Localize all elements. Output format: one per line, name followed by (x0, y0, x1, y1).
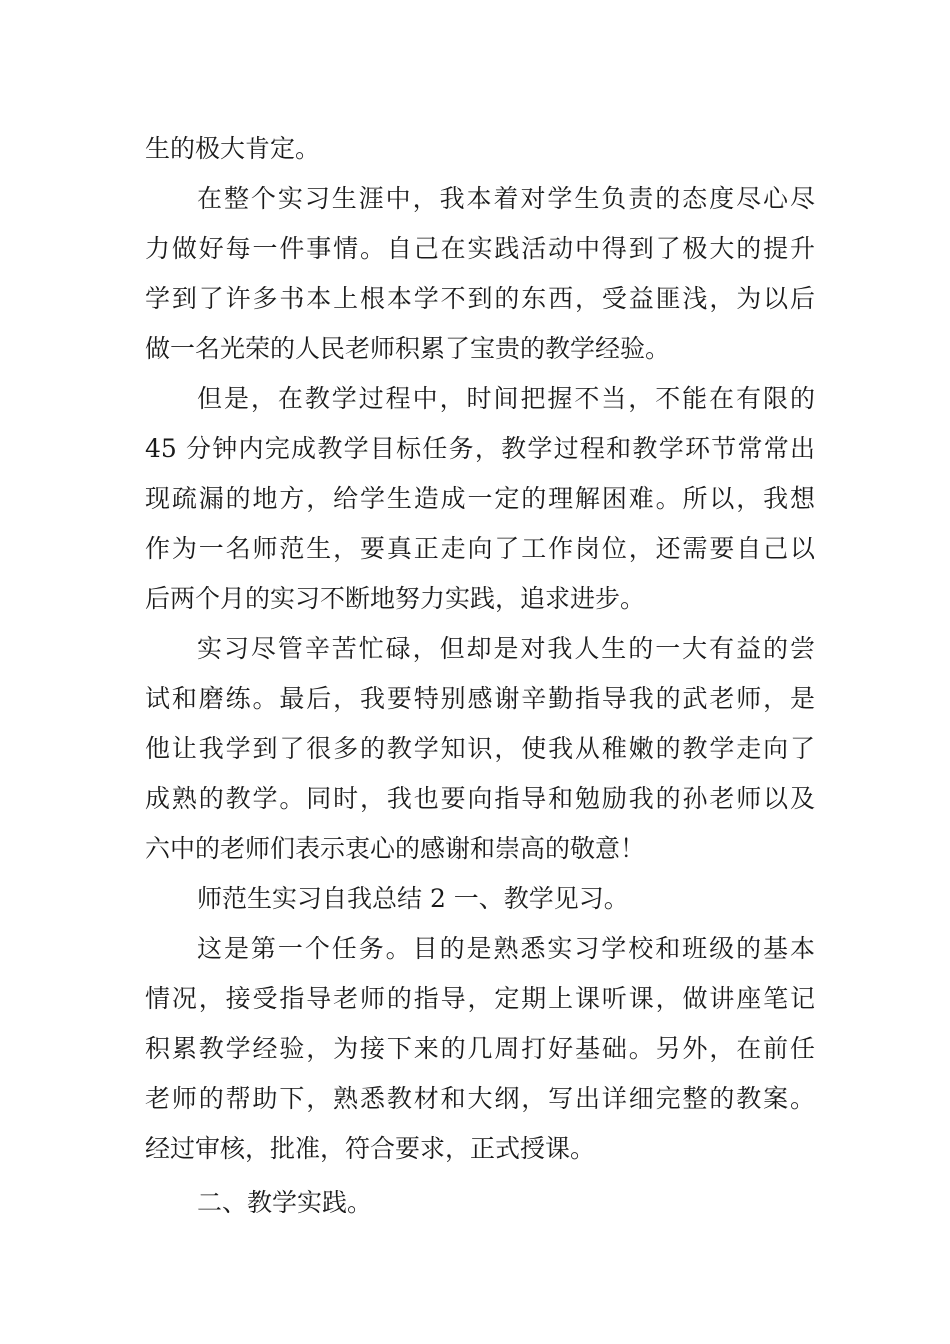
text-line: 学到了许多书本上根本学不到的东西，受益匪浅，为以后 (145, 284, 815, 313)
paragraph-first-line: 但是，在教学过程中，时间把握不当，不能在有限的 (197, 384, 815, 413)
text-line: 成熟的教学。同时，我也要向指导和勉励我的孙老师以及 (145, 784, 815, 813)
text-line: 试和磨练。最后，我要特别感谢辛勤指导我的武老师，是 (145, 684, 815, 713)
section-heading: 二、教学实践。 (197, 1188, 373, 1217)
text-line: 力做好每一件事情。自己在实践活动中得到了极大的提升 (145, 234, 815, 263)
text-line: 后两个月的实习不断地努力实践，追求进步。 (145, 584, 646, 613)
text-line: 情况，接受指导老师的指导，定期上课听课，做讲座笔记 (145, 984, 815, 1013)
text-line: 六中的老师们表示衷心的感谢和崇高的敬意！ (145, 834, 646, 863)
paragraph-first-line: 这是第一个任务。目的是熟悉实习学校和班级的基本 (197, 934, 815, 963)
text-line: 作为一名师范生，要真正走向了工作岗位，还需要自己以 (145, 534, 815, 563)
text-line: 他让我学到了很多的教学知识，使我从稚嫩的教学走向了 (145, 734, 815, 763)
text-line: 经过审核，批准，符合要求，正式授课。 (145, 1134, 596, 1163)
text-line: 积累教学经验，为接下来的几周打好基础。另外，在前任 (145, 1034, 815, 1063)
text-line: 45 分钟内完成教学目标任务，教学过程和教学环节常常出 (145, 434, 815, 463)
text-line: 现疏漏的地方，给学生造成一定的理解困难。所以，我想 (145, 484, 815, 513)
paragraph-first-line: 在整个实习生涯中，我本着对学生负责的态度尽心尽 (197, 184, 815, 213)
text-line: 生的极大肯定。 (145, 134, 321, 163)
section-heading: 师范生实习自我总结 2 一、教学见习。 (197, 884, 629, 913)
paragraph-first-line: 实习尽管辛苦忙碌，但却是对我人生的一大有益的尝 (197, 634, 815, 663)
text-line: 老师的帮助下，熟悉教材和大纲，写出详细完整的教案。 (145, 1084, 815, 1113)
document-body (145, 124, 815, 1228)
text-line: 做一名光荣的人民老师积累了宝贵的教学经验。 (145, 334, 671, 363)
